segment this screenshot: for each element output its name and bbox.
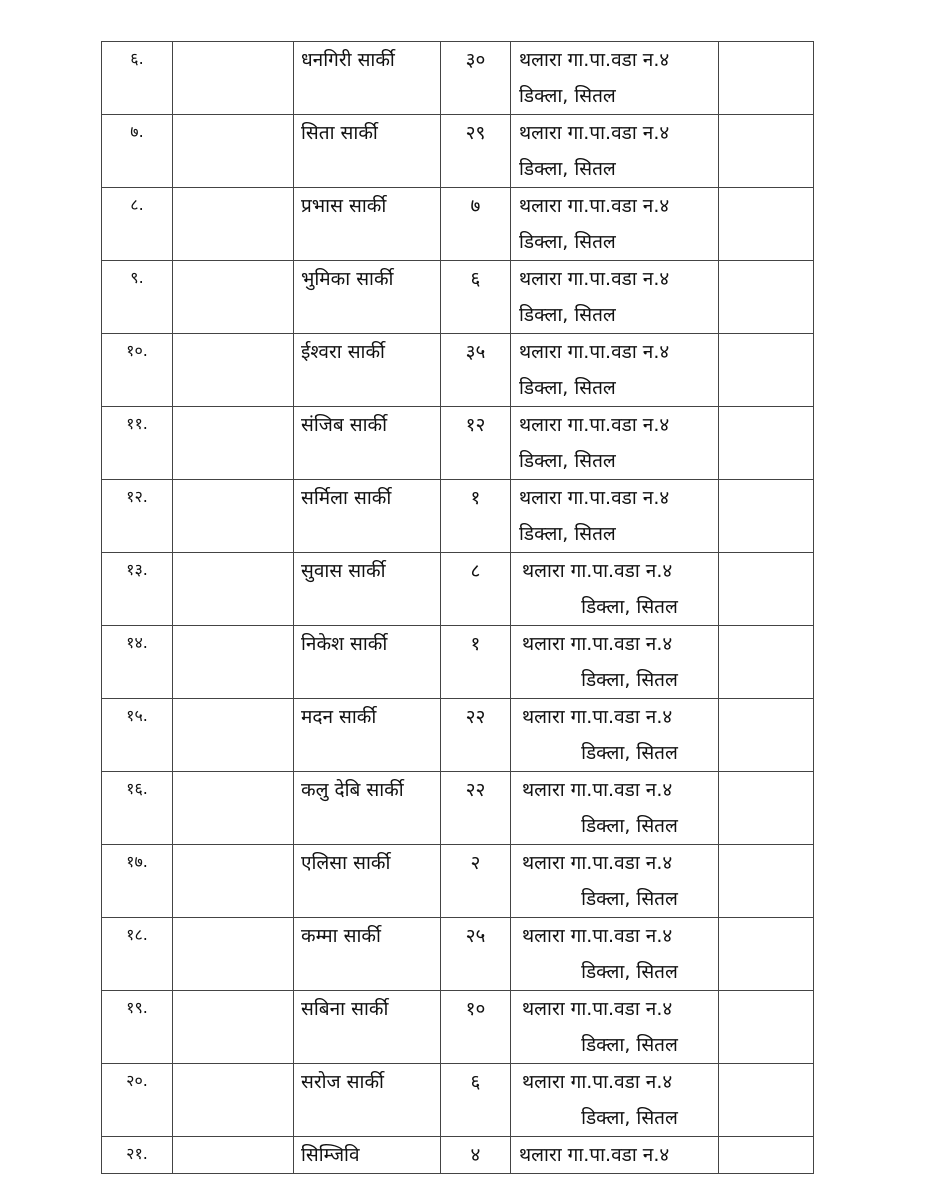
address-cell	[511, 334, 719, 407]
age-cell	[441, 480, 511, 553]
table-row	[102, 188, 814, 261]
address-cell	[511, 42, 719, 115]
person-name: सिम्जिवि	[301, 1144, 360, 1166]
remarks-cell	[719, 407, 814, 480]
address-cell	[511, 407, 719, 480]
person-name: सरोज सार्की	[301, 1071, 384, 1093]
remarks-cell	[719, 188, 814, 261]
table-row	[102, 407, 814, 480]
age-value: १	[470, 487, 481, 509]
remarks-cell	[719, 115, 814, 188]
person-name: कलु देबि सार्की	[301, 779, 404, 801]
name-cell	[294, 991, 441, 1064]
address-line-municipality: थलारा गा.पा.वडा न.४	[522, 1071, 673, 1093]
remarks-cell	[719, 261, 814, 334]
age-value: २२	[465, 779, 486, 801]
serial-number: १८.	[126, 925, 148, 944]
address-cell	[511, 553, 719, 626]
address-line-municipality: थलारा गा.पा.वडा न.४	[519, 122, 670, 144]
serial-number-cell	[102, 1137, 173, 1174]
serial-number-cell	[102, 699, 173, 772]
age-cell	[441, 188, 511, 261]
age-value: २९	[465, 122, 486, 144]
person-name: सबिना सार्की	[301, 998, 389, 1020]
serial-number-cell	[102, 626, 173, 699]
address-line-locality: डिक्ला, सितल	[581, 596, 678, 618]
serial-number: १०.	[126, 341, 148, 360]
age-cell	[441, 918, 511, 991]
age-cell	[441, 1064, 511, 1137]
name-cell	[294, 42, 441, 115]
serial-number: १४.	[126, 633, 148, 652]
serial-number: ६.	[130, 49, 144, 68]
address-line-municipality: थलारा गा.पा.वडा न.४	[519, 195, 670, 217]
empty-cell	[173, 845, 294, 918]
name-cell	[294, 699, 441, 772]
serial-number-cell	[102, 480, 173, 553]
age-cell	[441, 626, 511, 699]
name-cell	[294, 261, 441, 334]
empty-cell	[173, 115, 294, 188]
remarks-cell	[719, 1064, 814, 1137]
age-cell	[441, 1137, 511, 1174]
address-line-locality: डिक्ला, सितल	[581, 888, 678, 910]
remarks-cell	[719, 699, 814, 772]
empty-cell	[173, 480, 294, 553]
table-row	[102, 699, 814, 772]
remarks-cell	[719, 334, 814, 407]
age-value: १०	[465, 998, 486, 1020]
person-name: ईश्वरा सार्की	[301, 341, 385, 363]
remarks-cell	[719, 553, 814, 626]
table-row	[102, 480, 814, 553]
person-name: प्रभास सार्की	[301, 195, 387, 217]
serial-number-cell	[102, 334, 173, 407]
name-cell	[294, 845, 441, 918]
remarks-cell	[719, 772, 814, 845]
address-line-municipality: थलारा गा.पा.वडा न.४	[519, 341, 670, 363]
person-name: धनगिरी सार्की	[301, 49, 395, 71]
address-line-locality: डिक्ला, सितल	[519, 85, 616, 107]
serial-number: ७.	[130, 122, 144, 141]
serial-number-cell	[102, 1064, 173, 1137]
serial-number: १६.	[126, 779, 148, 798]
name-cell	[294, 1137, 441, 1174]
address-line-municipality: थलारा गा.पा.वडा न.४	[522, 706, 673, 728]
address-line-locality: डिक्ला, सितल	[519, 450, 616, 472]
empty-cell	[173, 626, 294, 699]
age-cell	[441, 991, 511, 1064]
serial-number: २०.	[126, 1071, 148, 1090]
address-line-municipality: थलारा गा.पा.वडा न.४	[522, 852, 673, 874]
table-row	[102, 42, 814, 115]
name-cell	[294, 626, 441, 699]
name-cell	[294, 334, 441, 407]
age-value: ४	[470, 1144, 481, 1166]
person-name: भुमिका सार्की	[301, 268, 394, 290]
name-cell	[294, 1064, 441, 1137]
age-cell	[441, 42, 511, 115]
address-cell	[511, 699, 719, 772]
empty-cell	[173, 699, 294, 772]
address-line-locality: डिक्ला, सितल	[519, 304, 616, 326]
age-value: ६	[470, 268, 481, 290]
address-line-locality: डिक्ला, सितल	[519, 231, 616, 253]
table-row	[102, 991, 814, 1064]
empty-cell	[173, 991, 294, 1064]
table-row	[102, 918, 814, 991]
serial-number-cell	[102, 918, 173, 991]
table-body	[102, 42, 814, 1174]
table-row	[102, 261, 814, 334]
age-cell	[441, 772, 511, 845]
remarks-cell	[719, 42, 814, 115]
serial-number: १३.	[126, 560, 148, 579]
address-line-municipality: थलारा गा.पा.वडा न.४	[519, 414, 670, 436]
remarks-cell	[719, 991, 814, 1064]
age-cell	[441, 845, 511, 918]
address-cell	[511, 188, 719, 261]
age-cell	[441, 261, 511, 334]
serial-number-cell	[102, 845, 173, 918]
age-value: ६	[470, 1071, 481, 1093]
address-line-municipality: थलारा गा.पा.वडा न.४	[522, 633, 673, 655]
person-name: एलिसा सार्की	[301, 852, 391, 874]
serial-number: १५.	[126, 706, 148, 725]
age-cell	[441, 407, 511, 480]
age-cell	[441, 115, 511, 188]
address-line-locality: डिक्ला, सितल	[581, 742, 678, 764]
name-cell	[294, 115, 441, 188]
table-row	[102, 115, 814, 188]
remarks-cell	[719, 626, 814, 699]
address-cell	[511, 991, 719, 1064]
name-cell	[294, 188, 441, 261]
table-row	[102, 1137, 814, 1174]
empty-cell	[173, 1064, 294, 1137]
address-line-locality: डिक्ला, सितल	[519, 377, 616, 399]
address-line-locality: डिक्ला, सितल	[581, 1034, 678, 1056]
address-cell	[511, 1064, 719, 1137]
serial-number-cell	[102, 553, 173, 626]
table-row	[102, 626, 814, 699]
age-value: १	[470, 633, 481, 655]
age-value: १२	[465, 414, 486, 436]
empty-cell	[173, 1137, 294, 1174]
serial-number: १२.	[126, 487, 148, 506]
address-line-municipality: थलारा गा.पा.वडा न.४	[522, 925, 673, 947]
serial-number: ९.	[130, 268, 144, 287]
age-value: २५	[465, 925, 486, 947]
household-members-table	[101, 41, 814, 1174]
address-line-locality: डिक्ला, सितल	[581, 815, 678, 837]
serial-number: ८.	[130, 195, 144, 214]
address-line-locality: डिक्ला, सितल	[519, 523, 616, 545]
empty-cell	[173, 188, 294, 261]
address-cell	[511, 261, 719, 334]
serial-number-cell	[102, 188, 173, 261]
age-value: ८	[470, 560, 481, 582]
address-line-locality: डिक्ला, सितल	[581, 961, 678, 983]
serial-number: २१.	[126, 1144, 148, 1163]
address-line-municipality: थलारा गा.पा.वडा न.४	[519, 487, 670, 509]
name-cell	[294, 480, 441, 553]
serial-number-cell	[102, 407, 173, 480]
serial-number-cell	[102, 772, 173, 845]
age-value: ७	[470, 195, 481, 217]
person-name: सर्मिला सार्की	[301, 487, 392, 509]
remarks-cell	[719, 845, 814, 918]
person-name: सिता सार्की	[301, 122, 378, 144]
empty-cell	[173, 918, 294, 991]
address-line-municipality: थलारा गा.पा.वडा न.४	[519, 1144, 670, 1166]
empty-cell	[173, 42, 294, 115]
serial-number-cell	[102, 42, 173, 115]
address-cell	[511, 1137, 719, 1174]
address-cell	[511, 115, 719, 188]
address-cell	[511, 918, 719, 991]
serial-number-cell	[102, 261, 173, 334]
remarks-cell	[719, 1137, 814, 1174]
name-cell	[294, 918, 441, 991]
remarks-cell	[719, 918, 814, 991]
age-value: ३५	[465, 341, 486, 363]
person-name: मदन सार्की	[301, 706, 377, 728]
person-name: संजिब सार्की	[301, 414, 388, 436]
address-cell	[511, 845, 719, 918]
address-line-municipality: थलारा गा.पा.वडा न.४	[522, 779, 673, 801]
address-line-municipality: थलारा गा.पा.वडा न.४	[522, 560, 673, 582]
serial-number: १९.	[126, 998, 148, 1017]
address-cell	[511, 626, 719, 699]
empty-cell	[173, 407, 294, 480]
empty-cell	[173, 772, 294, 845]
serial-number-cell	[102, 115, 173, 188]
age-value: ३०	[465, 49, 486, 71]
age-value: २२	[465, 706, 486, 728]
empty-cell	[173, 261, 294, 334]
table-row	[102, 553, 814, 626]
empty-cell	[173, 553, 294, 626]
address-cell	[511, 480, 719, 553]
serial-number-cell	[102, 991, 173, 1064]
address-line-locality: डिक्ला, सितल	[581, 1107, 678, 1129]
empty-cell	[173, 334, 294, 407]
age-cell	[441, 699, 511, 772]
person-name: सुवास सार्की	[301, 560, 386, 582]
address-cell	[511, 772, 719, 845]
age-value: २	[470, 852, 481, 874]
address-line-municipality: थलारा गा.पा.वडा न.४	[519, 49, 670, 71]
serial-number: ११.	[126, 414, 148, 433]
table-row	[102, 1064, 814, 1137]
address-line-locality: डिक्ला, सितल	[581, 669, 678, 691]
table-row	[102, 845, 814, 918]
table-row	[102, 772, 814, 845]
name-cell	[294, 407, 441, 480]
serial-number: १७.	[126, 852, 148, 871]
age-cell	[441, 553, 511, 626]
person-name: निकेश सार्की	[301, 633, 388, 655]
remarks-cell	[719, 480, 814, 553]
name-cell	[294, 553, 441, 626]
address-line-municipality: थलारा गा.पा.वडा न.४	[522, 998, 673, 1020]
table-row	[102, 334, 814, 407]
address-line-locality: डिक्ला, सितल	[519, 158, 616, 180]
age-cell	[441, 334, 511, 407]
name-cell	[294, 772, 441, 845]
person-name: कम्मा सार्की	[301, 925, 381, 947]
address-line-municipality: थलारा गा.पा.वडा न.४	[519, 268, 670, 290]
